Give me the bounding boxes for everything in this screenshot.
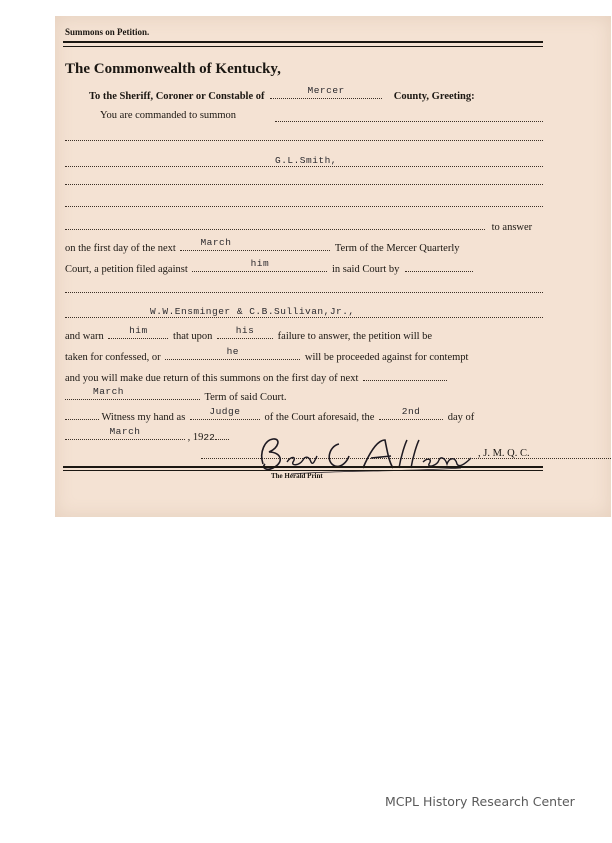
blank-line xyxy=(405,261,473,272)
in-court-text: in said Court by xyxy=(332,264,400,275)
term-month-blank xyxy=(180,237,330,251)
top-rule-thick xyxy=(63,41,543,43)
county-blank xyxy=(270,85,382,99)
summons-document xyxy=(55,16,611,517)
plaintiffs-names: W.W.Ensminger & C.B.Sullivan,Jr., xyxy=(150,306,355,317)
year-suffix: 22 xyxy=(203,432,215,443)
term-month: March xyxy=(200,237,232,248)
top-rule-thin xyxy=(63,46,543,47)
printer-mark: The Herald Print xyxy=(271,472,323,480)
blank-line xyxy=(65,206,543,207)
witness-month: March xyxy=(109,426,141,437)
warn-text: and warn xyxy=(65,331,104,342)
year-prefix: , 19 xyxy=(187,432,204,443)
to-answer-text: to answer xyxy=(491,222,533,233)
blank-line xyxy=(363,370,447,381)
day-of-text: day of xyxy=(447,412,475,423)
warn-blank xyxy=(108,325,168,339)
contempt-blank xyxy=(165,346,300,360)
first-day-text: on the first day of the next xyxy=(65,243,176,254)
witness-line xyxy=(65,406,543,425)
failure-text: failure to answer, the petition will be xyxy=(277,331,433,342)
bottom-rule-thick xyxy=(63,466,543,468)
return-month: March xyxy=(93,386,125,397)
witness-day-blank xyxy=(379,406,443,420)
term-of-court-text: Term of said Court. xyxy=(204,392,287,403)
return-line xyxy=(65,370,543,386)
blank-line xyxy=(65,409,99,420)
warn-line xyxy=(65,325,543,344)
contempt-line xyxy=(65,346,543,365)
addressee-prefix: To the Sheriff, Coroner or Constable of xyxy=(89,91,265,102)
that-upon-text: that upon xyxy=(173,331,213,342)
term-line xyxy=(65,237,543,256)
blank-line xyxy=(65,140,543,141)
term-court-line xyxy=(65,386,543,405)
witness-title-blank xyxy=(190,406,260,420)
blank-line xyxy=(65,219,485,230)
blank-line xyxy=(65,292,543,293)
witness-month-blank xyxy=(65,426,185,440)
against-blank xyxy=(192,258,327,272)
contempt-pronoun: he xyxy=(226,346,239,357)
office-text: , J. M. Q. C. xyxy=(478,448,530,459)
warn-pronoun: him xyxy=(129,325,148,336)
witness-day: 2nd xyxy=(401,406,421,417)
answer-line xyxy=(65,219,543,235)
blank-line xyxy=(65,184,543,185)
return-text: and you will make due return of this summons on the first day of next xyxy=(65,373,359,384)
return-month-blank xyxy=(65,386,200,400)
witness-text: Witness my hand as xyxy=(101,412,186,423)
petition-text: Court, a petition filed against xyxy=(65,264,188,275)
command-text: You are commanded to summon xyxy=(100,110,237,121)
archive-credit: MCPL History Research Center xyxy=(385,794,575,809)
bottom-rule-thin xyxy=(63,470,543,471)
blank-line xyxy=(65,317,543,318)
blank-line xyxy=(65,166,543,167)
upon-pronoun: his xyxy=(235,325,255,336)
against-pronoun: him xyxy=(250,258,270,269)
confessed-text: taken for confessed, or xyxy=(65,352,161,363)
contempt-text: will be proceeded against for contempt xyxy=(304,352,469,363)
county-name: Mercer xyxy=(307,85,345,96)
addressee-line xyxy=(65,85,543,104)
addressee-suffix: County, Greeting: xyxy=(393,91,475,102)
witness-title: Judge xyxy=(209,406,241,417)
upon-blank xyxy=(217,325,273,339)
court-aforesaid-text: of the Court aforesaid, the xyxy=(264,412,375,423)
petition-line xyxy=(65,258,543,277)
defendant-name: G.L.Smith, xyxy=(275,155,338,166)
blank-line xyxy=(275,121,543,122)
form-type-label: Summons on Petition. xyxy=(65,27,150,37)
blank-line xyxy=(215,429,229,440)
document-title: The Commonwealth of Kentucky, xyxy=(65,61,281,77)
term-suffix-text: Term of the Mercer Quarterly xyxy=(334,243,460,254)
